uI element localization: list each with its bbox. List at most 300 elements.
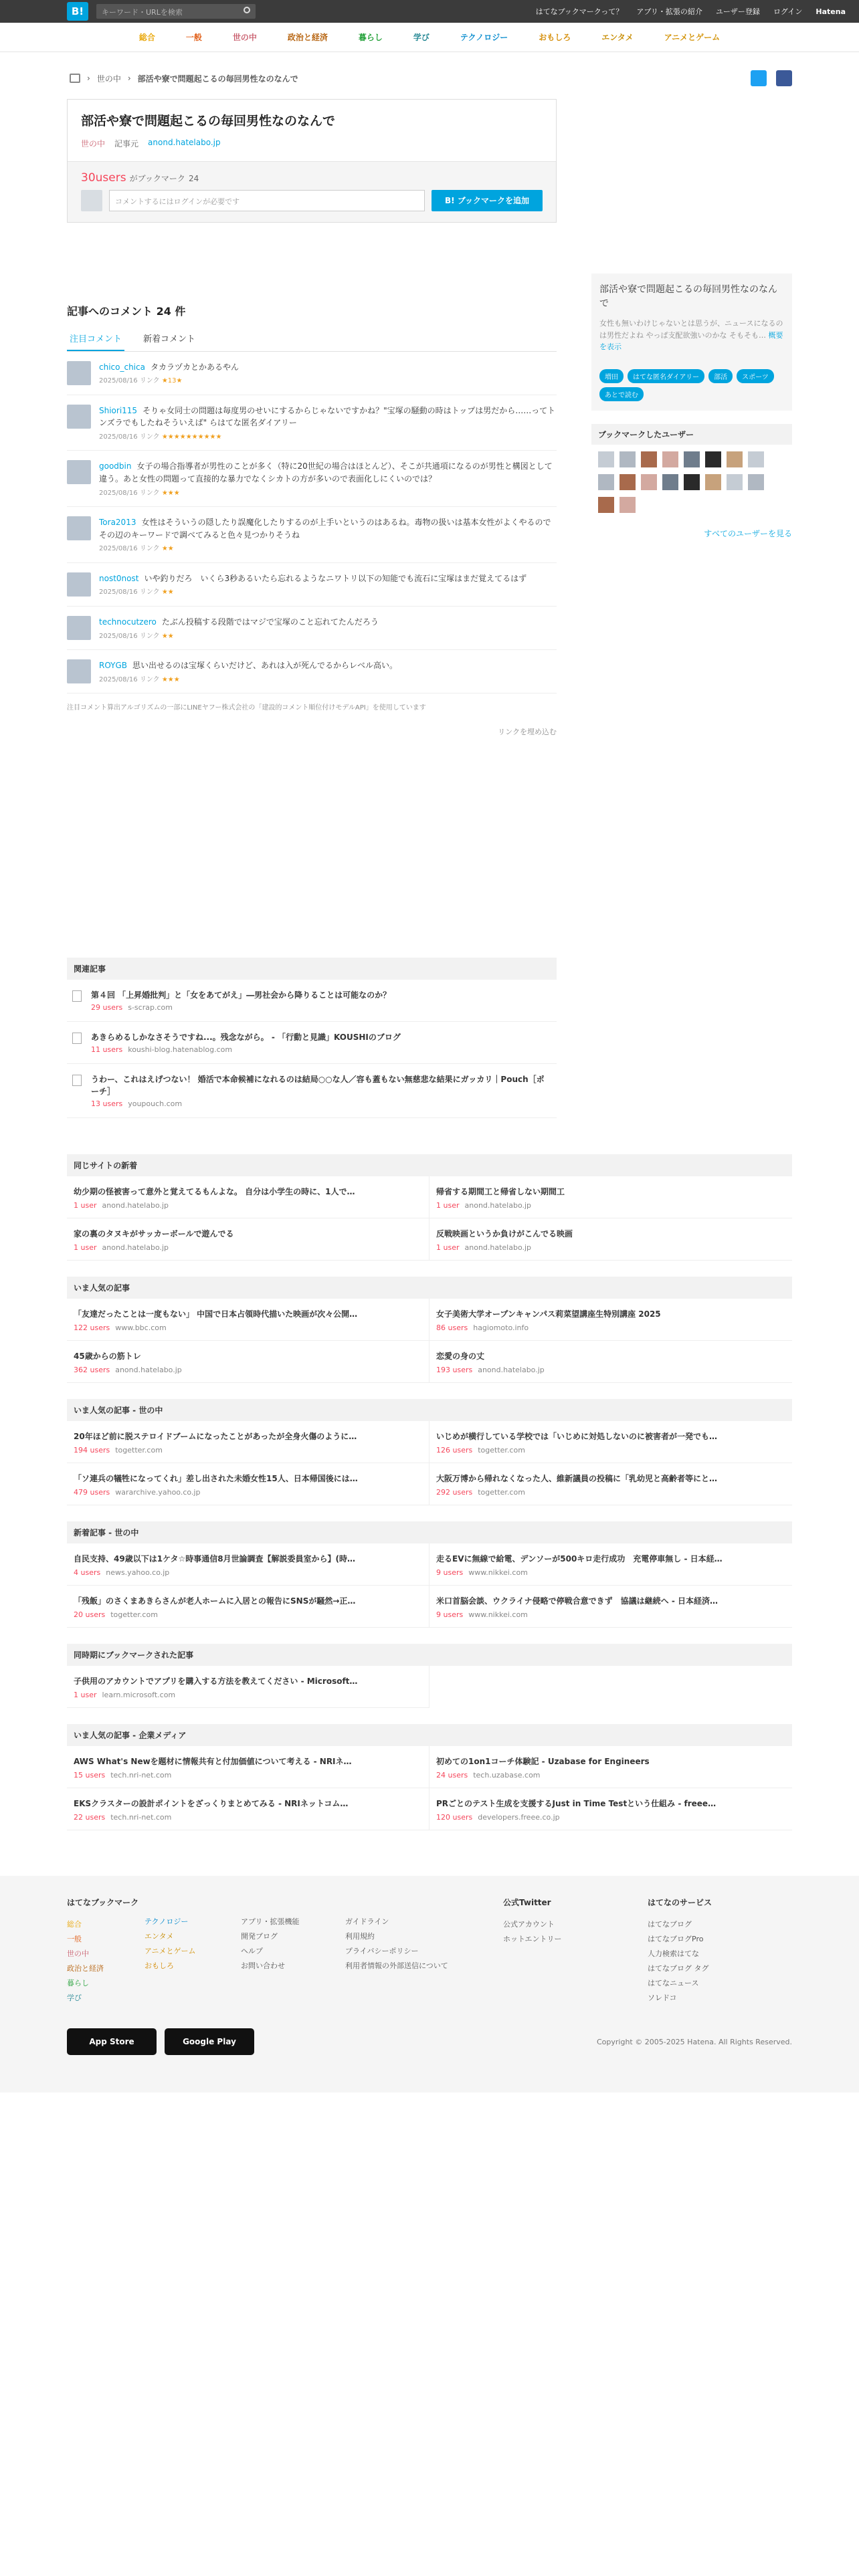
article-domain[interactable]: anond.hatelabo.jp xyxy=(102,1201,169,1210)
comment-date[interactable]: 2025/08/16 xyxy=(99,632,138,640)
user-icon[interactable] xyxy=(684,451,700,467)
article-domain[interactable]: togetter.com xyxy=(110,1610,158,1620)
comment-link[interactable]: リンク xyxy=(139,377,160,385)
home-icon[interactable] xyxy=(70,74,80,83)
comment-link[interactable]: リンク xyxy=(139,632,160,640)
user-icon[interactable] xyxy=(598,451,614,467)
section-grid xyxy=(67,1543,792,1628)
comment-stars[interactable]: ★★★ xyxy=(161,489,180,497)
related-domain[interactable]: youpouch.com xyxy=(128,1099,183,1109)
article-domain[interactable]: anond.hatelabo.jp xyxy=(478,1366,545,1375)
category-0[interactable]: 総合 xyxy=(138,33,155,42)
article-domain[interactable]: www.nikkei.com xyxy=(468,1568,528,1578)
comment-meta xyxy=(99,544,557,554)
hatena-brand[interactable]: Hatena xyxy=(816,7,846,16)
article-users[interactable]: 86 users xyxy=(436,1323,468,1333)
article-users[interactable]: 193 users xyxy=(436,1366,473,1375)
tag[interactable]: 増田 xyxy=(599,369,624,383)
comment-user[interactable]: ROYGB xyxy=(99,661,127,671)
footer-link[interactable]: 公式アカウント xyxy=(503,1920,555,1929)
article-domain[interactable]: wararchive.yahoo.co.jp xyxy=(115,1488,201,1497)
all-users-link[interactable]: すべてのユーザーを見る xyxy=(704,528,792,538)
article-title[interactable]: 家の裏のタヌキがサッカーボールで遊んでる xyxy=(74,1229,234,1239)
section-title: 新着記事 - 世の中 xyxy=(67,1521,792,1543)
entry-category[interactable]: 世の中 xyxy=(81,138,106,148)
comment-meta xyxy=(99,376,239,387)
article-meta xyxy=(436,1568,785,1577)
show-summary-link[interactable]: 概要を表示 xyxy=(599,330,783,352)
article-domain[interactable]: anond.hatelabo.jp xyxy=(464,1201,532,1210)
article-meta xyxy=(74,1691,422,1699)
article-title[interactable]: 反戦映画というか負けがこんでる映画 xyxy=(436,1229,573,1239)
article-title[interactable]: EKSクラスターの設計ポイントをざっくりまとめてみる - NRIネットコム… xyxy=(74,1799,349,1809)
article-users[interactable]: 1 user xyxy=(436,1201,460,1210)
article-domain[interactable]: news.yahoo.co.jp xyxy=(106,1568,170,1578)
related-meta xyxy=(91,1099,551,1108)
article-title[interactable]: 20年ほど前に脱ステロイドブームになったことがあったが全身火傷のように… xyxy=(74,1432,357,1442)
comment-link[interactable]: リンク xyxy=(139,588,160,597)
comment-stars[interactable]: ★13★ xyxy=(161,377,183,385)
article-item[interactable] xyxy=(67,1421,430,1463)
article-meta xyxy=(436,1323,785,1332)
article-users[interactable]: 24 users xyxy=(436,1771,468,1780)
footer-link[interactable]: テクノロジー xyxy=(145,1917,189,1927)
footer-link[interactable]: 利用規約 xyxy=(345,1932,375,1941)
article-users[interactable]: 194 users xyxy=(74,1446,110,1455)
category-4[interactable]: 暮らし xyxy=(358,33,383,42)
section-grid xyxy=(67,1299,792,1383)
article-item[interactable] xyxy=(430,1586,792,1628)
entry-domain[interactable]: anond.hatelabo.jp xyxy=(148,137,221,147)
article-item[interactable] xyxy=(67,1586,430,1628)
article-title[interactable]: 帰省する期間工と帰省しない期間工 xyxy=(436,1187,565,1197)
footer-link[interactable]: はてなブログPro xyxy=(648,1935,704,1944)
section-title: いま人気の記事 xyxy=(67,1277,792,1299)
tag[interactable]: 部活 xyxy=(708,369,733,383)
search-placeholder: キーワード・URLを検索 xyxy=(102,8,183,17)
comment-body xyxy=(99,616,379,641)
article-users[interactable]: 362 users xyxy=(74,1366,110,1375)
footer-link[interactable]: ヘルプ xyxy=(241,1947,263,1956)
comment-meta xyxy=(99,631,379,642)
comment-meta xyxy=(99,675,397,685)
article-users[interactable]: 20 users xyxy=(74,1610,106,1620)
footer-link[interactable]: お問い合わせ xyxy=(241,1961,285,1971)
footer-link[interactable]: 政治と経済 xyxy=(67,1964,104,1973)
article-title[interactable]: 米口首脳会談、ウクライナ侵略で停戦合意できず 協議は継続へ - 日本経済… xyxy=(436,1596,718,1606)
article-item[interactable] xyxy=(67,1543,430,1586)
article-meta xyxy=(74,1366,422,1374)
related-item[interactable] xyxy=(67,1064,557,1118)
comment-date[interactable]: 2025/08/16 xyxy=(99,675,138,683)
signup-link[interactable]: ユーザー登録 xyxy=(715,7,760,16)
add-bookmark-button[interactable]: B! ブックマークを追加 xyxy=(432,190,543,211)
hatena-bookmark-logo[interactable]: B! xyxy=(67,2,88,21)
related-list xyxy=(67,980,557,1118)
category-7[interactable]: おもしろ xyxy=(539,33,571,42)
comment-list xyxy=(67,352,557,693)
comment-text: 思い出せるのは宝塚くらいだけど、あれは入が死んでるからレベル高い。 xyxy=(132,661,398,671)
breadcrumb-title: 部活や寮で問題起こるの毎回男性なのなんで xyxy=(137,74,298,84)
article-title[interactable]: いじめが横行している学校では「いじめに対処しないのに被害者が一発でも… xyxy=(436,1432,718,1442)
footer-link[interactable]: 人力検索はてな xyxy=(648,1949,699,1959)
facebook-share-icon[interactable] xyxy=(776,70,792,86)
user-icon[interactable] xyxy=(619,474,636,490)
related-item[interactable] xyxy=(67,1022,557,1064)
avatar xyxy=(81,190,102,211)
category-8[interactable]: エンタメ xyxy=(601,33,634,42)
bookmark-users-grid xyxy=(591,445,792,520)
article-meta xyxy=(436,1446,785,1455)
comment-item xyxy=(67,395,557,451)
footer-link[interactable]: ソレドコ xyxy=(648,1994,677,2003)
comment-date[interactable]: 2025/08/16 xyxy=(99,545,138,553)
article-domain[interactable]: hagiomoto.info xyxy=(473,1323,529,1333)
footer-link[interactable]: 開発ブログ xyxy=(241,1932,278,1941)
twitter-share-icon[interactable] xyxy=(751,70,767,86)
document-icon xyxy=(72,990,82,1002)
article-meta xyxy=(436,1366,785,1374)
article-item[interactable] xyxy=(67,1218,430,1261)
summary-title: 部活や寮で問題起こるの毎回男性なのなんで xyxy=(599,284,777,309)
article-title[interactable]: AWS What's Newを題材に情報共有と付加価値について考える - NRIネ… xyxy=(74,1757,352,1767)
footer-link[interactable]: ホットエントリー xyxy=(503,1935,562,1944)
article-meta xyxy=(436,1610,785,1619)
related-domain[interactable]: koushi-blog.hatenablog.com xyxy=(128,1045,233,1055)
comment-stars[interactable]: ★★ xyxy=(161,545,174,553)
comment-count: 24 xyxy=(188,173,199,183)
comment-stars[interactable]: ★★★★★★★★★★ xyxy=(161,433,222,441)
article-title[interactable]: 「ソ連兵の犠牲になってくれ」差し出された未婚女性15人、日本帰国後には… xyxy=(74,1474,358,1484)
comment-item xyxy=(67,563,557,607)
footer-link[interactable]: 学び xyxy=(67,1994,82,2003)
article-item[interactable] xyxy=(430,1788,792,1830)
article-domain[interactable]: www.bbc.com xyxy=(115,1323,167,1333)
user-avatar[interactable] xyxy=(67,516,91,540)
article-title[interactable]: 恋愛の身の丈 xyxy=(436,1352,485,1362)
entry-title[interactable]: 部活や寮で問題起こるの毎回男性なのなんで xyxy=(81,114,336,128)
footer-link[interactable]: はてなブログ xyxy=(648,1920,692,1929)
embed-link[interactable]: リンクを埋め込む xyxy=(498,728,557,737)
footer-link[interactable]: エンタメ xyxy=(145,1932,174,1941)
article-item[interactable] xyxy=(67,1463,430,1505)
related-meta xyxy=(91,1003,391,1012)
user-icon[interactable] xyxy=(748,474,764,490)
comment-user[interactable]: technocutzero xyxy=(99,617,157,627)
comment-item xyxy=(67,352,557,395)
tab-new-comments[interactable]: 新着コメント xyxy=(143,334,196,344)
user-icon[interactable] xyxy=(684,474,700,490)
footer-link[interactable]: 総合 xyxy=(67,1920,82,1929)
category-5[interactable]: 学び xyxy=(413,33,430,42)
user-icon[interactable] xyxy=(641,474,657,490)
article-users[interactable]: 22 users xyxy=(74,1813,106,1822)
article-domain[interactable]: www.nikkei.com xyxy=(468,1610,528,1620)
comment-date[interactable]: 2025/08/16 xyxy=(99,433,138,441)
article-meta xyxy=(74,1446,422,1455)
article-item[interactable] xyxy=(67,1746,430,1788)
user-icon[interactable] xyxy=(619,497,636,513)
article-item[interactable] xyxy=(430,1218,792,1261)
article-users[interactable]: 1 user xyxy=(74,1243,97,1253)
category-6[interactable]: テクノロジー xyxy=(460,33,508,42)
article-item[interactable] xyxy=(430,1463,792,1505)
article-meta xyxy=(436,1243,785,1252)
article-domain[interactable]: learn.microsoft.com xyxy=(102,1691,176,1700)
user-avatar[interactable] xyxy=(67,405,91,429)
article-meta xyxy=(74,1201,422,1210)
related-users[interactable]: 13 users xyxy=(91,1099,123,1109)
article-users[interactable]: 4 users xyxy=(74,1568,101,1578)
footer-link[interactable]: アプリ・拡張機能 xyxy=(241,1917,300,1927)
article-users[interactable]: 126 users xyxy=(436,1446,473,1455)
app-store-badge[interactable]: App Store xyxy=(67,2028,157,2055)
comment-link[interactable]: リンク xyxy=(139,545,160,553)
article-item[interactable] xyxy=(67,1788,430,1830)
footer-title: はてなブックマーク xyxy=(67,1898,139,1908)
article-title[interactable]: 幼少期の怪被害って意外と覚えてるもんよな。 自分は小学生の時に、1人で… xyxy=(74,1187,355,1197)
article-domain[interactable]: togetter.com xyxy=(478,1446,525,1455)
article-meta xyxy=(436,1201,785,1210)
user-icon[interactable] xyxy=(662,451,678,467)
comment-text: そりゃ女同士の問題は毎度男のせいにするからじゃないですかね？"宝塚の騒動の時はトップは男だから……ってトンズラでもしたねそういえば" らはてな匿名ダイアリー xyxy=(99,405,556,428)
article-domain[interactable]: anond.hatelabo.jp xyxy=(464,1243,532,1253)
article-domain[interactable]: tech.nri-net.com xyxy=(110,1771,172,1780)
article-users[interactable]: 1 user xyxy=(74,1691,97,1700)
category-9[interactable]: アニメとゲーム xyxy=(664,33,721,42)
related-item[interactable] xyxy=(67,980,557,1022)
comment-date[interactable]: 2025/08/16 xyxy=(99,377,138,385)
category-nav xyxy=(0,23,859,52)
user-icon[interactable] xyxy=(705,451,721,467)
comment-body xyxy=(99,405,557,443)
tag[interactable]: スポーツ xyxy=(737,369,774,383)
google-play-badge[interactable]: Google Play xyxy=(165,2028,254,2055)
user-avatar[interactable] xyxy=(67,572,91,597)
comment-user[interactable]: nost0nost xyxy=(99,573,139,583)
article-item[interactable] xyxy=(430,1299,792,1341)
user-icon[interactable] xyxy=(727,451,743,467)
user-icon[interactable] xyxy=(619,451,636,467)
comment-link[interactable]: リンク xyxy=(139,489,160,497)
footer-link[interactable]: 暮らし xyxy=(67,1979,89,1988)
user-icon[interactable] xyxy=(727,474,743,490)
comment-link[interactable]: リンク xyxy=(139,433,160,441)
article-users[interactable]: 120 users xyxy=(436,1813,473,1822)
article-title[interactable]: 「友達だったことは一度もない」 中国で日本占領時代描いた映画が次々公開… xyxy=(74,1309,358,1319)
footer-link[interactable]: おもしろ xyxy=(145,1961,174,1971)
article-users[interactable]: 15 users xyxy=(74,1771,106,1780)
user-avatar[interactable] xyxy=(67,361,91,385)
user-avatar[interactable] xyxy=(67,460,91,484)
article-meta xyxy=(74,1813,422,1822)
top-bar xyxy=(0,0,859,23)
footer-link[interactable]: ガイドライン xyxy=(345,1917,389,1927)
comment-item xyxy=(67,650,557,693)
footer-link[interactable]: プライバシーポリシー xyxy=(345,1947,419,1956)
category-2[interactable]: 世の中 xyxy=(232,33,257,42)
search-icon[interactable] xyxy=(244,7,250,13)
footer xyxy=(0,1876,859,2092)
comment-input[interactable]: コメントするにはログインが必要です xyxy=(109,190,425,211)
comment-item xyxy=(67,607,557,650)
article-meta xyxy=(436,1813,785,1822)
comments-title: 記事へのコメント 24 件 xyxy=(67,304,186,318)
footer-link[interactable]: 世の中 xyxy=(67,1949,89,1959)
comment-stars[interactable]: ★★ xyxy=(161,632,174,640)
article-domain[interactable]: tech.uzabase.com xyxy=(473,1771,541,1780)
user-icon[interactable] xyxy=(598,497,614,513)
related-meta xyxy=(91,1045,401,1054)
section-grid xyxy=(67,1666,792,1708)
article-domain[interactable]: togetter.com xyxy=(478,1488,525,1497)
article-title[interactable]: 自民支持、49歳以下は1ケタ☆時事通信8月世論調査【解説委員室から】(時… xyxy=(74,1554,356,1564)
section-grid xyxy=(67,1746,792,1830)
tag[interactable]: あとで読む xyxy=(599,387,644,401)
bookmark-users-title: ブックマークしたユーザー xyxy=(591,424,792,445)
comment-text: いや釣りだろ いくら3秒あるいたら忘れるようなニワトリ以下の知能でも流石に宝塚はまだ覚えてるはず xyxy=(144,573,527,583)
comment-item xyxy=(67,451,557,507)
related-title[interactable]: 第４回 「上昇婚批判」と「女をあてがえ」―男社会から降りることは可能なのか？ xyxy=(91,990,391,1000)
footer-link[interactable]: はてなブログ タグ xyxy=(648,1964,709,1973)
comment-meta xyxy=(99,587,527,598)
article-users[interactable]: 1 user xyxy=(436,1243,460,1253)
search-input[interactable] xyxy=(96,4,256,19)
related-users[interactable]: 11 users xyxy=(91,1045,123,1055)
article-domain[interactable]: tech.nri-net.com xyxy=(110,1813,172,1822)
user-icon[interactable] xyxy=(748,451,764,467)
comment-body xyxy=(99,659,397,685)
article-meta xyxy=(436,1488,785,1497)
article-domain[interactable]: developers.freee.co.jp xyxy=(478,1813,560,1822)
apps-link[interactable]: アプリ・拡張の紹介 xyxy=(636,7,702,16)
article-meta xyxy=(74,1568,422,1577)
footer-link[interactable]: 一般 xyxy=(67,1935,82,1944)
article-users[interactable]: 9 users xyxy=(436,1610,464,1620)
section-grid xyxy=(67,1176,792,1261)
footer-services-title: はてなのサービス xyxy=(648,1898,712,1908)
article-meta xyxy=(74,1488,422,1497)
article-meta xyxy=(74,1323,422,1332)
comment-user[interactable]: goodbin xyxy=(99,461,132,471)
article-item[interactable] xyxy=(430,1176,792,1218)
article-item[interactable] xyxy=(430,1543,792,1586)
breadcrumb: › 世の中 › 部活や寮で問題起こるの毎回男性なのなんで xyxy=(0,52,859,90)
comment-text: 女子の場合指導者が男性のことが多く（特に20世紀の場合はほとんど）、そこが共通項になるのが男性と構図として違う。あと女性の問題って直接的な暴力でなくシカトの方が多いので表面化しにくいのでは？ xyxy=(99,461,553,484)
article-item[interactable] xyxy=(67,1666,430,1708)
user-icon[interactable] xyxy=(705,474,721,490)
comment-stars[interactable]: ★★★ xyxy=(161,675,180,683)
tab-popular-comments[interactable]: 注目コメント xyxy=(67,326,124,351)
article-users[interactable]: 1 user xyxy=(74,1201,97,1210)
article-title[interactable]: 45歳からの筋トレ xyxy=(74,1352,141,1362)
article-title[interactable]: 「残飯」のさくまあきらさんが老人ホームに入居との報告にSNSが騒然→正… xyxy=(74,1596,356,1606)
article-title[interactable]: 大阪万博から帰れなくなった人、維新議員の投稿に「乳幼児と高齢者等にと… xyxy=(436,1474,718,1484)
footer-link[interactable]: アニメとゲーム xyxy=(145,1947,196,1956)
category-3[interactable]: 政治と経済 xyxy=(287,33,328,42)
section-title: いま人気の記事 - 世の中 xyxy=(67,1399,792,1421)
article-users[interactable]: 292 users xyxy=(436,1488,473,1497)
comment-text: たぶん投稿する段階ではマジで宝塚のこと忘れてたんだろう xyxy=(161,617,379,627)
login-link[interactable]: ログイン xyxy=(773,7,803,16)
article-item[interactable] xyxy=(430,1341,792,1383)
article-domain[interactable]: anond.hatelabo.jp xyxy=(115,1366,182,1375)
comment-body xyxy=(99,361,239,387)
algorithm-note: 注目コメント算出アルゴリズムの一部にLINEヤフー株式会社の「建設的コメント順位付けモデルAPI」を使用しています xyxy=(67,704,426,712)
comment-link[interactable]: リンク xyxy=(139,675,160,683)
comment-meta xyxy=(99,432,557,443)
article-title[interactable]: PRごとのテスト生成を支援するJust in Time Testという仕組み - freee… xyxy=(436,1799,717,1809)
article-title[interactable]: 走るEVに無線で給電、デンソーが500キロ走行成功 充電停車無し - 日本経… xyxy=(436,1554,723,1564)
tag[interactable]: はてな匿名ダイアリー xyxy=(628,369,704,383)
article-domain[interactable]: anond.hatelabo.jp xyxy=(102,1243,169,1253)
comment-user[interactable]: Shiori115 xyxy=(99,405,138,415)
comment-text: 女性はそういうの隠したり誤魔化したりするのが上手いというのはあるね。毒物の扱いは基本女性がよくやるのでその辺のキーワードで調べてみると色々見つかりそうね xyxy=(99,518,551,540)
comment-user[interactable]: Tora2013 xyxy=(99,518,136,528)
entry-users-count[interactable]: 30users xyxy=(81,171,126,185)
related-title[interactable]: あきらめるしかなさそうですね...。残念ながら。 - 「行動と見識」KOUSHIのブログ xyxy=(91,1033,401,1043)
article-users[interactable]: 479 users xyxy=(74,1488,110,1497)
comment-date[interactable]: 2025/08/16 xyxy=(99,489,138,497)
article-title[interactable]: 子供用のアカウントでアプリを購入する方法を教えてください - Microsoft… xyxy=(74,1677,358,1687)
comment-date[interactable]: 2025/08/16 xyxy=(99,588,138,597)
comment-stars[interactable]: ★★ xyxy=(161,588,174,597)
user-icon[interactable] xyxy=(641,451,657,467)
footer-twitter-title: 公式Twitter xyxy=(503,1898,551,1908)
article-item[interactable] xyxy=(430,1421,792,1463)
comment-body xyxy=(99,516,557,554)
document-icon xyxy=(72,1075,82,1086)
entry-source-label: 記事元 xyxy=(114,138,139,148)
article-users[interactable]: 9 users xyxy=(436,1568,464,1578)
article-item[interactable] xyxy=(67,1341,430,1383)
article-title[interactable]: 初めての1on1コーチ体験記 - Uzabase for Engineers xyxy=(436,1757,650,1767)
entry-summary-box xyxy=(591,274,792,411)
footer-link[interactable]: 利用者情報の外部送信について xyxy=(345,1961,448,1971)
section-title: いま人気の記事 - 企業メディア xyxy=(67,1724,792,1746)
article-users[interactable]: 122 users xyxy=(74,1323,110,1333)
comment-user[interactable]: chico_chica xyxy=(99,362,145,372)
breadcrumb-category[interactable]: 世の中 xyxy=(96,74,121,84)
user-avatar[interactable] xyxy=(67,616,91,640)
category-1[interactable]: 一般 xyxy=(185,33,202,42)
article-title[interactable]: 女子美術大学オープンキャンパス莉菜望講座生特別講座 2025 xyxy=(436,1309,661,1319)
summary-desc: 女性も無いわけじゃないとは思うが、ニュースになるのは男性だよね やっぱ支配欲強いのかな そもそも… xyxy=(599,319,783,340)
article-meta xyxy=(74,1243,422,1252)
article-meta xyxy=(436,1771,785,1780)
article-item[interactable] xyxy=(67,1299,430,1341)
about-link[interactable]: はてなブックマークって？ xyxy=(535,7,624,16)
section-title: 同時期にブックマークされた記事 xyxy=(67,1644,792,1666)
article-domain[interactable]: togetter.com xyxy=(115,1446,163,1455)
related-title[interactable]: うわー、これはえげつない！ 婚活で本命候補になれるのは結局○○な人／容も蓋もない無慈悲な結果にガッカリ｜Pouch［ポーチ］ xyxy=(91,1075,545,1097)
comment-meta xyxy=(99,488,557,499)
footer-link[interactable]: はてなニュース xyxy=(648,1979,699,1988)
related-domain[interactable]: s-scrap.com xyxy=(128,1003,173,1012)
user-icon[interactable] xyxy=(598,474,614,490)
article-item[interactable] xyxy=(67,1176,430,1218)
related-title: 関連記事 xyxy=(67,958,557,980)
article-item[interactable] xyxy=(430,1746,792,1788)
section-title: 同じサイトの新着 xyxy=(67,1154,792,1176)
article-meta xyxy=(74,1771,422,1780)
related-users[interactable]: 29 users xyxy=(91,1003,123,1012)
user-icon[interactable] xyxy=(662,474,678,490)
user-avatar[interactable] xyxy=(67,659,91,683)
section-grid xyxy=(67,1421,792,1505)
comment-body xyxy=(99,572,527,598)
article-meta xyxy=(74,1610,422,1619)
